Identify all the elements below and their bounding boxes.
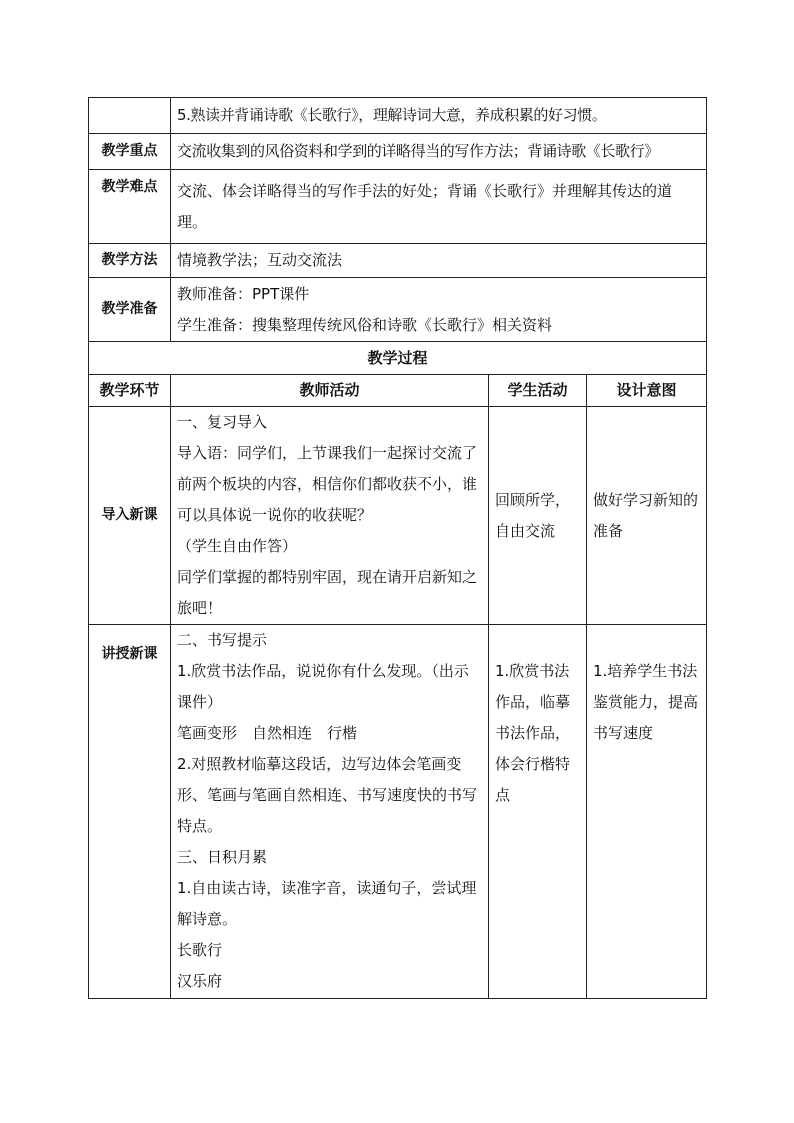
stage-teaching-name: 讲授新课 — [89, 625, 171, 999]
stage-teaching-teacher-activity — [171, 625, 489, 999]
teacher-line: 一、复习导入 — [177, 413, 268, 431]
objectives-label-cell — [89, 98, 171, 134]
teacher-line: 导入语：同学们，上节课我们一起探讨交流了前两个板块的内容，相信你们都收获不小，谁可以具体说一说你的收获呢？ — [177, 444, 478, 524]
difficulties-content: 交流、体会详略得当的写作手法的好处；背诵《长歌行》并理解其传达的道理。 — [171, 170, 707, 244]
stage-intro-design-intent: 做好学习新知的准备 — [587, 407, 707, 625]
teacher-line: 三、日积月累 — [177, 848, 268, 866]
key-points-content: 交流收集到的风俗资料和学到的详略得当的写作方法；背诵诗歌《长歌行》 — [171, 134, 707, 170]
header-stage: 教学环节 — [89, 375, 171, 407]
header-teacher-activity: 教师活动 — [171, 375, 489, 407]
header-design-intent: 设计意图 — [587, 375, 707, 407]
difficulties-label: 教学难点 — [89, 170, 171, 244]
methods-content: 情境教学法；互动交流法 — [171, 244, 707, 278]
preparation-label: 教学准备 — [89, 278, 171, 342]
stage-teaching-design-intent: 1.培养学生书法鉴赏能力，提高书写速度 — [587, 625, 707, 999]
methods-label: 教学方法 — [89, 244, 171, 278]
teacher-line: （学生自由作答） — [177, 537, 298, 555]
process-title: 教学过程 — [89, 342, 707, 375]
objective-item-5: 5.熟读并背诵诗歌《长歌行》，理解诗词大意，养成积累的好习惯。 — [171, 98, 707, 134]
process-header-row — [89, 375, 707, 407]
key-points-row — [89, 134, 707, 170]
teacher-line: 笔画变形 自然相连 行楷 — [177, 724, 358, 742]
teacher-line: 1.欣赏书法作品，说说你有什么发现。（出示课件） — [177, 662, 469, 711]
teacher-line: 汉乐府 — [177, 972, 223, 990]
stage-intro-row — [89, 407, 707, 625]
lesson-plan-table — [88, 97, 707, 999]
header-student-activity: 学生活动 — [489, 375, 587, 407]
methods-row — [89, 244, 707, 278]
teacher-line: 1.自由读古诗，读准字音，读通句子，尝试理解诗意。 — [177, 879, 477, 928]
teacher-line: 同学们掌握的都特别牢固，现在请开启新知之旅吧！ — [177, 568, 478, 617]
difficulties-row — [89, 170, 707, 244]
preparation-row — [89, 278, 707, 342]
objectives-row — [89, 98, 707, 134]
stage-intro-student-activity: 回顾所学，自由交流 — [489, 407, 587, 625]
preparation-content — [171, 278, 707, 342]
teacher-line: 长歌行 — [177, 941, 223, 959]
teacher-line: 二、书写提示 — [177, 631, 268, 649]
teacher-preparation: 教师准备：PPT课件 — [177, 284, 310, 303]
process-title-row — [89, 342, 707, 375]
student-preparation: 学生准备：搜集整理传统风俗和诗歌《长歌行》相关资料 — [177, 315, 553, 334]
stage-intro-teacher-activity — [171, 407, 489, 625]
teacher-line: 2.对照教材临摹这段话，边写边体会笔画变形、笔画与笔画自然相连、书写速度快的书写特点。 — [177, 755, 478, 835]
stage-teaching-row — [89, 625, 707, 999]
key-points-label: 教学重点 — [89, 134, 171, 170]
stage-teaching-student-activity: 1.欣赏书法作品，临摹书法作品，体会行楷特点 — [489, 625, 587, 999]
stage-intro-name: 导入新课 — [89, 407, 171, 625]
